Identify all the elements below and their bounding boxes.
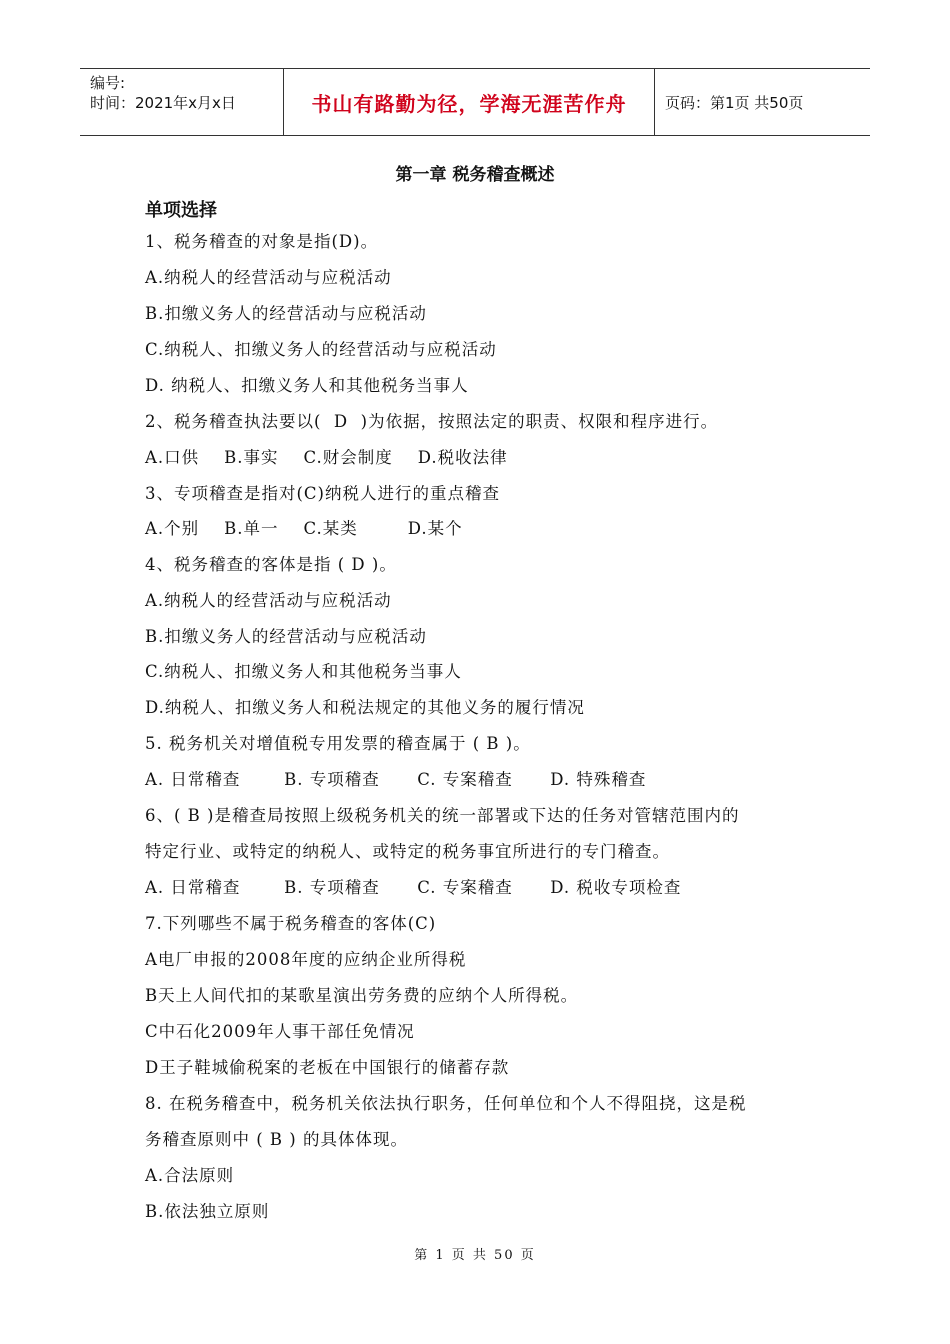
text-line: C.纳税人、扣缴义务人和其他税务当事人 xyxy=(145,662,462,681)
chapter-title: 第一章 税务稽查概述 xyxy=(395,165,555,185)
text-line: 2、税务稽查执法要以( D )为依据，按照法定的职责、权限和程序进行。 xyxy=(145,412,719,431)
text-line: D. 纳税人、扣缴义务人和其他税务当事人 xyxy=(145,376,469,395)
text-line: B.扣缴义务人的经营活动与应税活动 xyxy=(145,627,427,646)
text-line: A.纳税人的经营活动与应税活动 xyxy=(145,268,392,287)
doc-number-label: 编号: xyxy=(90,74,126,92)
text-line: 7.下列哪些不属于税务稽查的客体(C) xyxy=(145,914,437,933)
text-line: 6、( B )是稽查局按照上级税务机关的统一部署或下达的任务对管辖范围内的 xyxy=(145,806,740,825)
text-line: D王子鞋城偷税案的老板在中国银行的储蓄存款 xyxy=(145,1058,510,1077)
header-motto-cell xyxy=(283,69,655,135)
text-line: A. 日常稽查 B. 专项稽查 C. 专案稽查 D. 特殊稽查 xyxy=(145,770,647,789)
text-line: D.纳税人、扣缴义务人和税法规定的其他义务的履行情况 xyxy=(145,698,585,717)
text-line: 4、税务稽查的客体是指 ( D )。 xyxy=(145,555,397,574)
text-line: A电厂申报的2008年度的应纳企业所得税 xyxy=(145,950,467,969)
text-line: A.个别 B.单一 C.某类 D.某个 xyxy=(145,519,463,538)
text-line: B.依法独立原则 xyxy=(145,1202,270,1221)
header-meta xyxy=(80,69,283,135)
text-line: A.纳税人的经营活动与应税活动 xyxy=(145,591,392,610)
page-footer: 第 1 页 共 50 页 xyxy=(414,1248,536,1263)
text-line: C.纳税人、扣缴义务人的经营活动与应税活动 xyxy=(145,340,497,359)
text-line: 8. 在税务稽查中，税务机关依法执行职务，任何单位和个人不得阻挠，这是税 xyxy=(145,1094,747,1113)
section-heading: 单项选择 xyxy=(145,200,217,221)
text-line: 特定行业、或特定的纳税人、或特定的税务事宜所进行的专门稽查。 xyxy=(145,842,670,861)
header-page-info: 页码：第1页 共50页 xyxy=(665,93,804,112)
doc-date-label: 时间：2021年x月x日 xyxy=(90,94,236,112)
page-header xyxy=(80,68,870,136)
text-line: C中石化2009年人事干部任免情况 xyxy=(145,1022,415,1041)
header-motto: 书山有路勤为径，学海无涯苦作舟 xyxy=(311,91,627,116)
header-page-info-cell xyxy=(655,69,870,135)
text-line: 1、税务稽查的对象是指(D)。 xyxy=(145,232,379,251)
text-line: 3、专项稽查是指对(C)纳税人进行的重点稽查 xyxy=(145,484,500,503)
text-line: 务稽查原则中 ( B ) 的具体体现。 xyxy=(145,1130,408,1149)
text-line: B天上人间代扣的某歌星演出劳务费的应纳个人所得税。 xyxy=(145,986,579,1005)
text-line: A.合法原则 xyxy=(145,1166,235,1185)
text-line: B.扣缴义务人的经营活动与应税活动 xyxy=(145,304,427,323)
text-line: A.口供 B.事实 C.财会制度 D.税收法律 xyxy=(145,448,508,467)
text-line: A. 日常稽查 B. 专项稽查 C. 专案稽查 D. 税收专项检查 xyxy=(145,878,682,897)
text-line: 5. 税务机关对增值税专用发票的稽查属于 ( B )。 xyxy=(145,734,531,753)
